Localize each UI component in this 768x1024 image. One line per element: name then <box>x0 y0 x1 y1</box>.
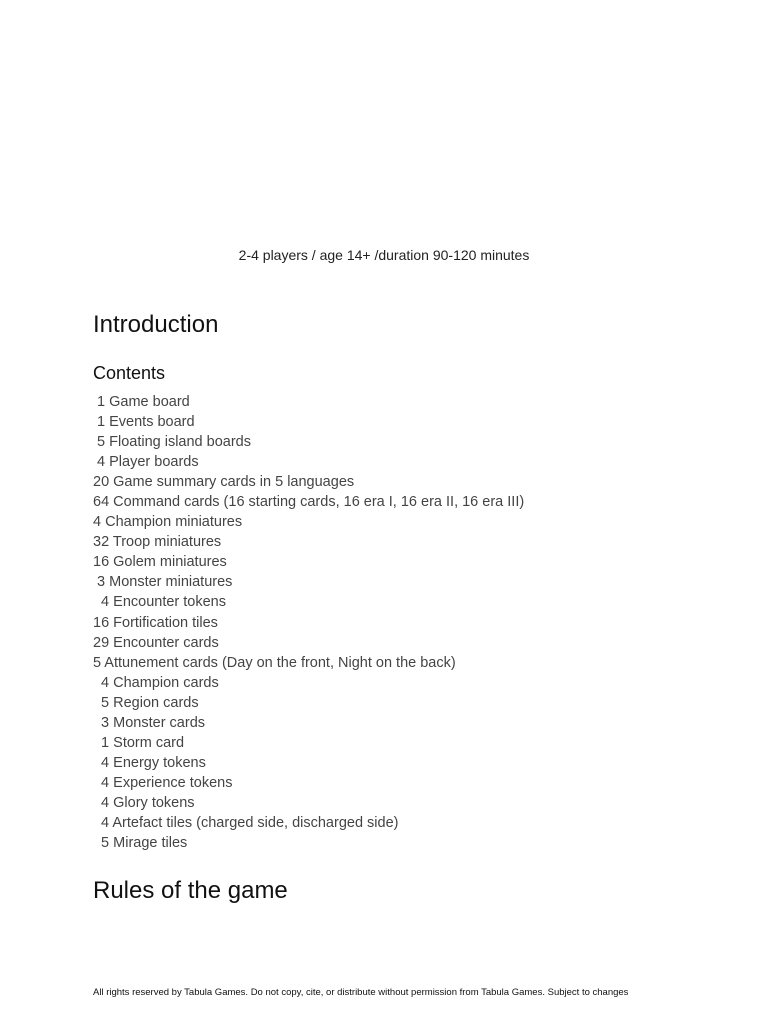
list-item: 4 Glory tokens <box>93 794 195 811</box>
list-item: 4 Player boards <box>93 454 199 471</box>
list-item: 5 Floating island boards <box>93 434 251 451</box>
copyright-footer: All rights reserved by Tabula Games. Do not copy, cite, or distribute without permission from Tabula Games. Subject to changes <box>93 987 629 998</box>
game-info-subtitle: 2-4 players / age 14+ /duration 90-120 minutes <box>238 247 530 263</box>
list-item: 5 Mirage tiles <box>93 835 188 852</box>
introduction-heading: Introduction <box>93 311 219 338</box>
list-item: 4 Experience tokens <box>93 774 233 791</box>
list-item: 3 Monster cards <box>93 714 206 731</box>
list-item: 29 Encounter cards <box>93 634 219 651</box>
list-item: 5 Region cards <box>93 694 199 711</box>
list-item: 16 Golem miniatures <box>93 554 227 571</box>
list-item: 4 Champion cards <box>93 674 219 691</box>
contents-heading: Contents <box>93 363 166 383</box>
list-item: 1 Events board <box>93 414 195 431</box>
list-item: 32 Troop miniatures <box>93 534 222 551</box>
list-item: 5 Attunement cards (Day on the front, Night on the back) <box>93 654 456 671</box>
list-item: 16 Fortification tiles <box>93 614 218 631</box>
list-item: 4 Encounter tokens <box>93 594 226 611</box>
list-item: 1 Game board <box>93 394 190 410</box>
contents-list <box>93 392 524 853</box>
list-item: 4 Energy tokens <box>93 754 206 771</box>
list-item: 1 Storm card <box>93 734 185 751</box>
list-item: 4 Champion miniatures <box>93 514 243 531</box>
rules-heading: Rules of the game <box>93 877 288 904</box>
list-item: 64 Command cards (16 starting cards, 16 era I, 16 era II, 16 era III) <box>93 494 525 511</box>
list-item: 3 Monster miniatures <box>93 574 233 591</box>
list-item: 4 Artefact tiles (charged side, discharged side) <box>93 814 399 831</box>
list-item: 20 Game summary cards in 5 languages <box>93 474 355 491</box>
